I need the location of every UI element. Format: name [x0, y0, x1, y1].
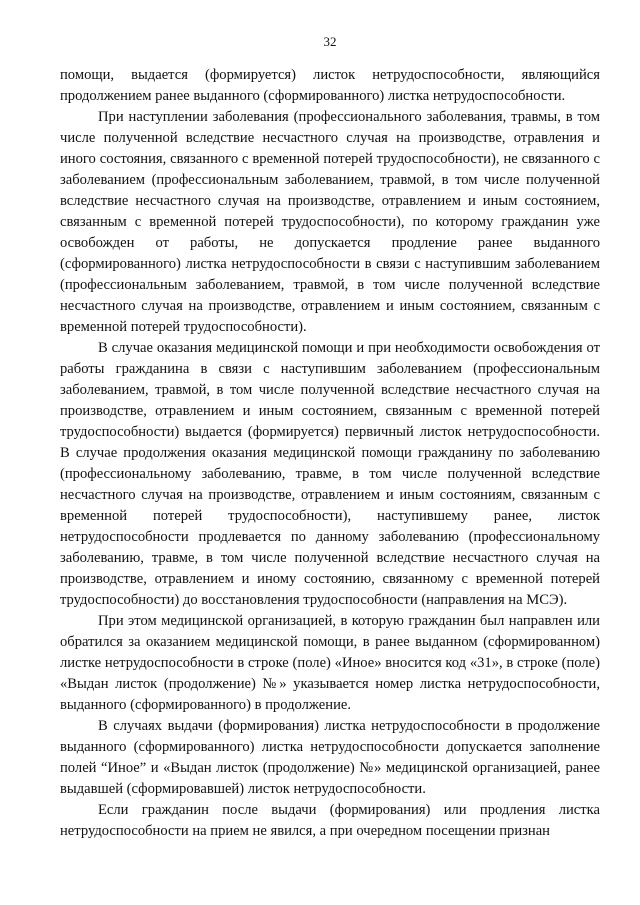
paragraph: В случаях выдачи (формирования) листка нетрудоспособности в продолжение выданного (сформированного) листка нетрудоспособности допускается заполнение полей “Иное” и «Выдан листок (продолжение) №» медицинской организацией, ранее выдавшей (сформировавшей) листок нетрудоспособности.: [60, 718, 600, 797]
paragraph: При наступлении заболевания (профессионального заболевания, травмы, в том числе полученной вследствие несчастного случая на производстве, отравления и иного состояния, связанного с временной потерей трудоспособности), не связанного с заболеванием (профессиональным заболеванием, травмой, в том числе полученной вследствие несчастного случая на производстве, отравлением и иным состоянием, связанным с временной потерей трудоспособности), по которому гражданин уже освобожден от работы, не допускается продление ранее выданного (сформированного) листка нетрудоспособности в связи с наступившим заболеванием (профессиональным заболеванием, травмой, в том числе полученной вследствие несчастного случая на производстве, отравлением и иным состоянием, связанным с временной потерей трудоспособности).: [60, 109, 600, 335]
paragraph: При этом медицинской организацией, в которую гражданин был направлен или обратился за оказанием медицинской помощи, в ранее выданном (сформированном) листке нетрудоспособности в строке (поле) «Иное» вносится код «31», в строке (поле) «Выдан листок (продолжение) №» указывается номер листка нетрудоспособности, выданного (сформированного) в продолжение.: [60, 613, 600, 713]
paragraph: Если гражданин после выдачи (формирования) или продления листка нетрудоспособности на прием не явился, а при очередном посещении признан: [60, 802, 600, 839]
page-number: 32: [323, 34, 337, 49]
paragraph: помощи, выдается (формируется) листок нетрудоспособности, являющийся продолжением ранее выданного (сформированного) листка нетрудоспособности.: [60, 67, 600, 104]
paragraph: В случае оказания медицинской помощи и при необходимости освобождения от работы гражданина в связи с наступившим заболеванием (профессиональным заболеванием, травмой, в том числе полученной вследствие несчастного случая на производстве, отравлением и иным состоянием, связанным с временной потерей трудоспособности) выдается (формируется) первичный листок нетрудоспособности. В случае продолжения оказания медицинской помощи гражданину по заболеванию (профессиональному заболеванию, травме, в том числе полученной вследствие несчастного случая на производстве, отравлением и иным состояниям, связанным с временной потерей трудоспособности), наступившему ранее, листок нетрудоспособности продлевается по данному заболеванию (профессиональному заболеванию, травме, в том числе полученной вследствие несчастного случая на производстве, отравлением и иному состоянию, связанному с временной потерей трудоспособности) до восстановления трудоспособности (направления на МСЭ).: [60, 340, 600, 608]
document-body: [60, 65, 600, 842]
